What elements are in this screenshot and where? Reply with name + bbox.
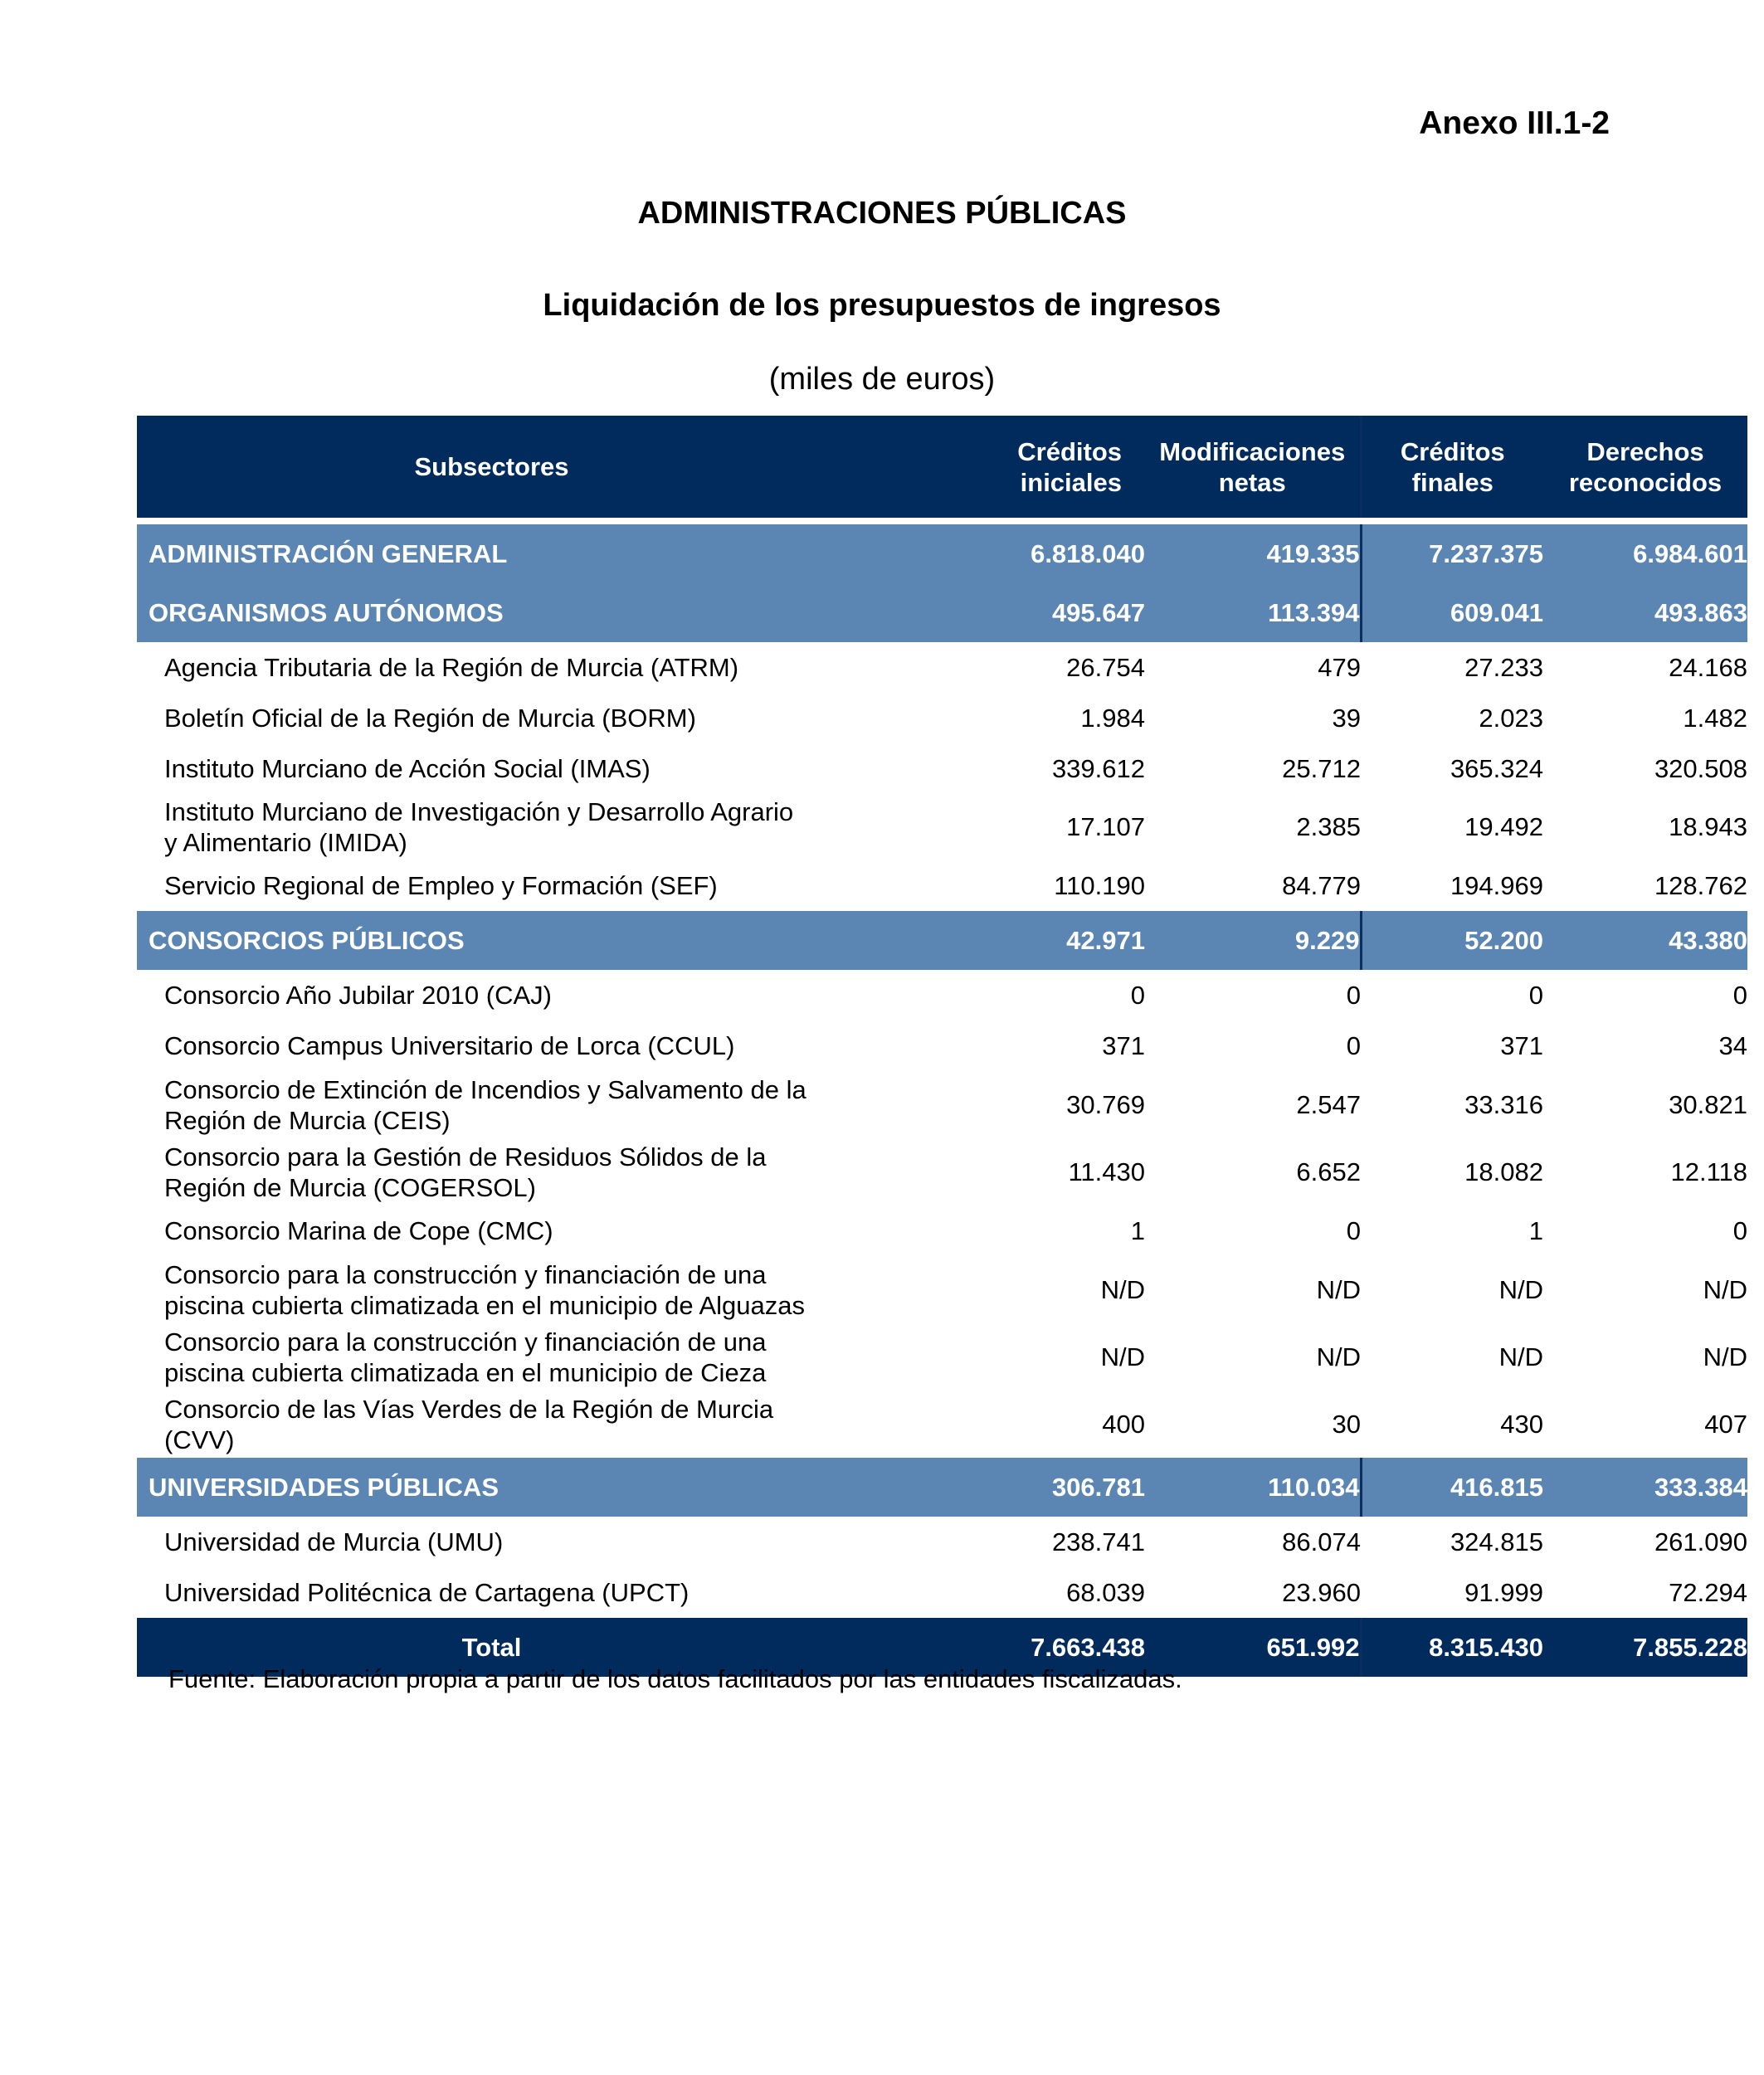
cell: N/D [1498,1274,1543,1304]
cell: 34 [1718,1030,1747,1060]
cell: 1 [1130,1215,1145,1245]
col-modificaciones-netas: Modificaciones netas [1145,416,1361,518]
group-row-consorcios [137,911,1747,970]
cell: 320.508 [1654,753,1747,783]
cell: 609.041 [1450,597,1543,627]
cell: 400 [1102,1409,1145,1439]
cell: N/D [1316,1342,1361,1371]
cell: 12.118 [1670,1157,1747,1186]
cell: 110.190 [1054,870,1145,900]
group-row-universidades [137,1458,1747,1517]
table-row [137,1071,1747,1138]
cell: 371 [1500,1030,1543,1060]
cell: 30.769 [1066,1089,1145,1119]
cell: N/D [1100,1342,1145,1371]
cell: 324.815 [1450,1527,1543,1556]
cell: 68.039 [1066,1577,1145,1607]
group-label: ADMINISTRACIÓN GENERAL [149,538,508,568]
table-row [137,970,1747,1020]
cell: N/D [1703,1342,1747,1371]
table-row [137,1206,1747,1256]
group-label: UNIVERSIDADES PÚBLICAS [149,1472,499,1502]
cell: 2.023 [1479,703,1543,733]
table-header-row [137,416,1747,518]
table-row [137,743,1747,794]
row-label: Boletín Oficial de la Región de Murcia (BORM) [164,704,696,733]
row-label: Consorcio de Extinción de Incendios y Salvamento de la Región de Murcia (CEIS) [164,1074,806,1135]
group-row-admin-general [137,524,1747,583]
cell: 6.652 [1296,1157,1361,1186]
cell: 0 [1346,1030,1361,1060]
cell: 42.971 [1066,925,1145,955]
cell: 7.663.438 [1031,1632,1145,1662]
cell: 6.984.601 [1633,538,1747,568]
source-note: Fuente: Elaboración propia a partir de los datos facilitados por las entidades fiscalizadas. [168,1664,1182,1693]
cell: 194.969 [1450,870,1543,900]
col-subsectores: Subsectores [414,452,569,481]
cell: 24.168 [1669,652,1747,682]
group-row-organismos [137,583,1747,642]
cell: 0 [1528,980,1543,1010]
cell: 7.855.228 [1633,1632,1747,1662]
cell: 110.034 [1145,1458,1361,1517]
cell: 30.821 [1669,1089,1747,1119]
cell: 86.074 [1282,1527,1361,1556]
cell: 651.992 [1145,1618,1361,1677]
cell: 2.547 [1296,1089,1361,1119]
row-label: Instituto Murciano de Investigación y Desarrollo Agrario y Alimentario (IMIDA) [164,797,794,857]
cell: 25.712 [1282,753,1361,783]
cell: 1.984 [1080,703,1145,733]
cell: 8.315.430 [1429,1632,1543,1662]
cell: 9.229 [1145,911,1361,970]
cell: 0 [1346,980,1361,1010]
table-row [137,693,1747,743]
page-title: ADMINISTRACIONES PÚBLICAS [637,196,1127,231]
budget-table [137,416,1747,1677]
col-creditos-finales: Créditos finales [1400,436,1505,497]
cell: 1 [1528,1215,1543,1245]
cell: 84.779 [1282,870,1361,900]
table-row [137,1020,1747,1071]
table-row [137,794,1747,860]
row-label: Universidad de Murcia (UMU) [164,1527,504,1556]
row-label: Consorcio Campus Universitario de Lorca (CCUL) [164,1031,735,1060]
cell: 1.482 [1683,703,1747,733]
cell: 493.863 [1654,597,1747,627]
col-derechos-reconocidos: Derechos reconocidos [1568,436,1723,497]
cell: 113.394 [1145,583,1361,642]
cell: 7.237.375 [1429,538,1543,568]
cell: 18.943 [1669,812,1747,841]
cell: N/D [1316,1274,1361,1304]
cell: 17.107 [1066,812,1145,841]
row-label: Consorcio de las Vías Verdes de la Región de Murcia (CVV) [164,1394,774,1454]
cell: 91.999 [1464,1577,1543,1607]
cell: 419.335 [1145,524,1361,583]
group-label: CONSORCIOS PÚBLICOS [149,925,465,955]
row-label: Consorcio para la construcción y financiación de una piscina cubierta climatizada en el municipio de Cieza [164,1327,767,1387]
group-label: ORGANISMOS AUTÓNOMOS [149,597,504,627]
cell: 0 [1346,1215,1361,1245]
table-row [137,1517,1747,1567]
row-label: Consorcio para la Gestión de Residuos Sólidos de la Región de Murcia (COGERSOL) [164,1142,767,1202]
cell: 371 [1102,1030,1145,1060]
cell: 407 [1704,1409,1747,1439]
row-label: Consorcio Marina de Cope (CMC) [164,1216,553,1245]
table-row [137,1256,1747,1323]
cell: 18.082 [1464,1157,1543,1186]
cell: 0 [1732,980,1747,1010]
cell: 333.384 [1654,1472,1747,1502]
cell: 2.385 [1296,812,1361,841]
cell: 416.815 [1450,1472,1543,1502]
cell: 23.960 [1282,1577,1361,1607]
table-row [137,642,1747,693]
cell: 33.316 [1464,1089,1543,1119]
cell: 128.762 [1654,870,1747,900]
table-row [137,860,1747,911]
row-label: Consorcio Año Jubilar 2010 (CAJ) [164,981,552,1010]
cell: 479 [1318,652,1361,682]
table-row [137,1391,1747,1458]
table-row [137,1138,1747,1206]
cell: N/D [1703,1274,1747,1304]
cell: 495.647 [1051,597,1145,627]
cell: 238.741 [1051,1527,1145,1556]
cell: 261.090 [1654,1527,1747,1556]
row-label: Instituto Murciano de Acción Social (IMAS) [164,754,651,783]
cell: 0 [1130,980,1145,1010]
cell: 339.612 [1051,753,1145,783]
cell: 43.380 [1669,925,1747,955]
page-subtitle: Liquidación de los presupuestos de ingresos [543,288,1221,323]
cell: 11.430 [1068,1157,1145,1186]
cell: 0 [1732,1215,1747,1245]
annex-label: Anexo III.1-2 [1419,105,1610,141]
cell: 39 [1332,703,1361,733]
row-label: Consorcio para la construcción y financiación de una piscina cubierta climatizada en el municipio de Alguazas [164,1259,805,1320]
cell: 365.324 [1450,753,1543,783]
table-row [137,1323,1747,1391]
row-label: Agencia Tributaria de la Región de Murcia (ATRM) [164,653,739,682]
cell: 72.294 [1669,1577,1747,1607]
row-label: Servicio Regional de Empleo y Formación (SEF) [164,871,718,900]
cell: 30 [1332,1409,1361,1439]
cell: N/D [1498,1342,1543,1371]
cell: 306.781 [1051,1472,1145,1502]
cell: 27.233 [1464,652,1543,682]
units-note: (miles de euros) [768,362,996,397]
cell: 19.492 [1464,812,1543,841]
cell: 430 [1500,1409,1543,1439]
total-label: Total [461,1632,522,1662]
row-label: Universidad Politécnica de Cartagena (UPCT) [164,1578,690,1607]
cell: 26.754 [1066,652,1145,682]
col-creditos-iniciales: Créditos iniciales [1017,436,1122,497]
table-row [137,1567,1747,1618]
cell: N/D [1100,1274,1145,1304]
cell: 52.200 [1464,925,1543,955]
cell: 6.818.040 [1031,538,1145,568]
